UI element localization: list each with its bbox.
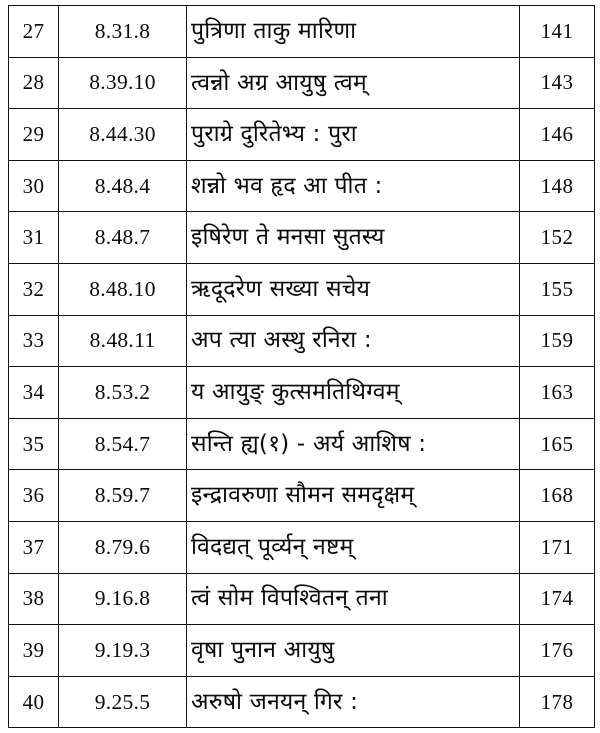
table-row: [9, 573, 595, 625]
table-row: [9, 521, 595, 573]
serial-number-cell: 32: [9, 263, 59, 315]
reference-cell: 8.48.7: [59, 212, 187, 264]
table-row: [9, 109, 595, 161]
verse-text-cell: इषिरेण ते मनसा सुतस्य: [187, 212, 520, 264]
table-row: [9, 625, 595, 677]
serial-number-cell: 34: [9, 367, 59, 419]
reference-cell: 8.48.11: [59, 315, 187, 367]
table-row: [9, 315, 595, 367]
verse-text-cell: अरुषो जनयन् गिर :: [187, 676, 520, 728]
table-row: [9, 57, 595, 109]
serial-number-cell: 36: [9, 470, 59, 522]
table-body: [9, 6, 595, 728]
table-row: [9, 160, 595, 212]
serial-number-cell: 30: [9, 160, 59, 212]
reference-cell: 8.48.4: [59, 160, 187, 212]
reference-cell: 8.79.6: [59, 521, 187, 573]
serial-number-cell: 40: [9, 676, 59, 728]
page-number-cell: 143: [520, 57, 595, 109]
page-number-cell: 176: [520, 625, 595, 677]
page-number-cell: 171: [520, 521, 595, 573]
verse-text-cell: पुत्रिणा ताकु मारिणा: [187, 6, 520, 58]
page-number-cell: 146: [520, 109, 595, 161]
serial-number-cell: 29: [9, 109, 59, 161]
page-number-cell: 141: [520, 6, 595, 58]
reference-cell: 9.25.5: [59, 676, 187, 728]
serial-number-cell: 33: [9, 315, 59, 367]
verse-text-cell: विदद्यत् पूर्व्यन् नष्टम्: [187, 521, 520, 573]
serial-number-cell: 27: [9, 6, 59, 58]
verse-text-cell: त्वन्नो अग्र आयुषु त्वम्: [187, 57, 520, 109]
verse-text-cell: त्वं सोम विपश्वितन् तना: [187, 573, 520, 625]
verse-text-cell: सन्ति ह्य(१) - अर्य आशिष :: [187, 418, 520, 470]
reference-cell: 8.54.7: [59, 418, 187, 470]
table-row: [9, 367, 595, 419]
reference-cell: 8.31.8: [59, 6, 187, 58]
reference-cell: 8.53.2: [59, 367, 187, 419]
reference-cell: 9.16.8: [59, 573, 187, 625]
verse-index-table: [8, 5, 595, 728]
verse-text-cell: शन्नो भव हृद आ पीत :: [187, 160, 520, 212]
reference-cell: 8.48.10: [59, 263, 187, 315]
serial-number-cell: 28: [9, 57, 59, 109]
serial-number-cell: 31: [9, 212, 59, 264]
serial-number-cell: 35: [9, 418, 59, 470]
verse-text-cell: वृषा पुनान आयुषु: [187, 625, 520, 677]
page-number-cell: 159: [520, 315, 595, 367]
page-number-cell: 163: [520, 367, 595, 419]
verse-text-cell: अप त्या अस्थु रनिरा :: [187, 315, 520, 367]
serial-number-cell: 39: [9, 625, 59, 677]
serial-number-cell: 38: [9, 573, 59, 625]
verse-text-cell: य आयुङ् कुत्समतिथिग्वम्: [187, 367, 520, 419]
page-number-cell: 155: [520, 263, 595, 315]
page-number-cell: 152: [520, 212, 595, 264]
verse-text-cell: ऋदूदरेण सख्या सचेय: [187, 263, 520, 315]
verse-text-cell: इन्द्रावरुणा सौमन समदृक्षम्: [187, 470, 520, 522]
reference-cell: 8.44.30: [59, 109, 187, 161]
page-number-cell: 178: [520, 676, 595, 728]
table-row: [9, 676, 595, 728]
serial-number-cell: 37: [9, 521, 59, 573]
page-number-cell: 148: [520, 160, 595, 212]
reference-cell: 8.39.10: [59, 57, 187, 109]
table-row: [9, 263, 595, 315]
verse-text-cell: पुराग्रे दुरितेभ्य : पुरा: [187, 109, 520, 161]
page-number-cell: 168: [520, 470, 595, 522]
table-row: [9, 6, 595, 58]
table-row: [9, 212, 595, 264]
reference-cell: 8.59.7: [59, 470, 187, 522]
reference-cell: 9.19.3: [59, 625, 187, 677]
page-number-cell: 165: [520, 418, 595, 470]
page-number-cell: 174: [520, 573, 595, 625]
table-row: [9, 418, 595, 470]
table-row: [9, 470, 595, 522]
